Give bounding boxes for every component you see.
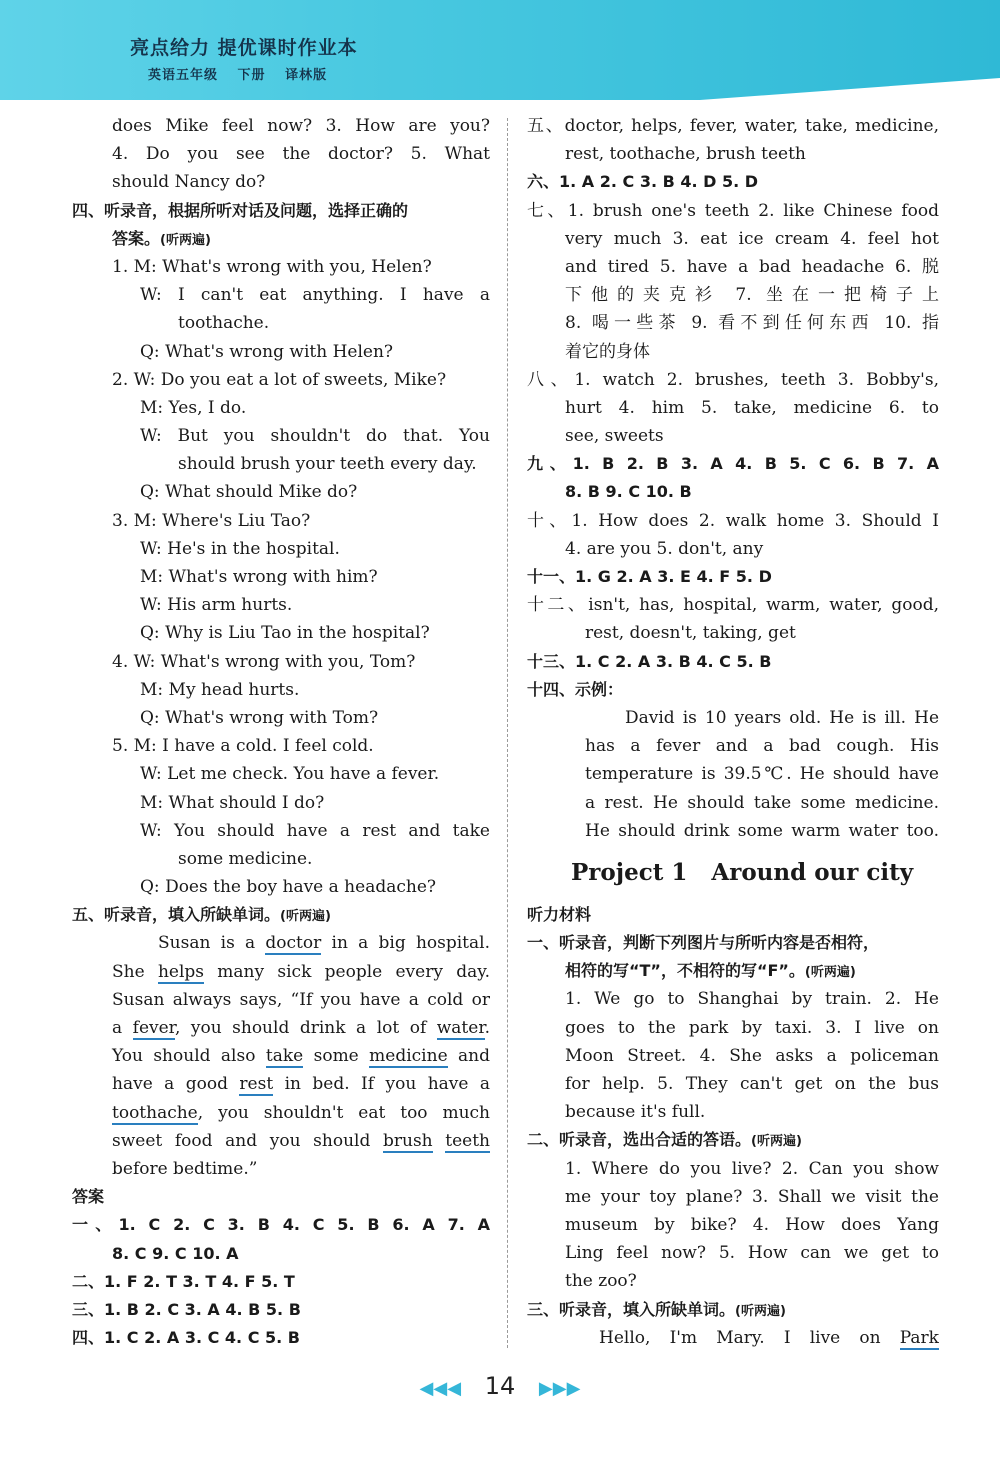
line-text: 1. Where do you live? 2. Can you show [565,1158,939,1179]
left-line [72,140,490,168]
book-title: 亮点给力 提优课时作业本 [130,37,358,59]
line-text: a rest. He should take some medicine. [585,792,939,813]
line-text: goes to the park by taxi. 3. I live on [565,1017,939,1038]
line-text: M: What's wrong with him? [140,567,378,587]
filled-blank: Park [899,1327,939,1348]
line-text: because it's full. [565,1102,706,1123]
right-line [527,1324,939,1352]
line-text: should brush your teeth every day. [178,454,477,475]
left-column [72,112,490,1352]
left-line [72,789,490,817]
project-number: Project 1 [571,858,688,886]
right-line [527,394,939,422]
right-line [527,1098,939,1126]
line-text: Q: Why is Liu Tao in the hospital? [140,623,430,644]
line-text: 8. B 9. C 10. B [565,482,692,502]
right-line [527,676,939,704]
line-text: 8. 喝一些茶 9. 看不到任何东西 10. 指 [565,313,939,334]
left-line [72,1099,490,1127]
left-line [72,1042,490,1070]
left-line [72,1070,490,1098]
left-line [72,197,490,225]
line-text: Hello, I'm Mary. I live on Park [599,1327,939,1348]
right-line [527,591,939,619]
next-arrows-icon: ▶▶▶ [538,1378,581,1399]
line-text: 4. W: What's wrong with you, Tom? [112,651,416,672]
left-line [72,732,490,760]
left-line [72,535,490,563]
line-text: 二、听录音，选出合适的答语。 [527,1130,752,1150]
line-text: rest, doesn't, taking, get [585,623,796,644]
right-line [527,648,939,676]
left-line [72,648,490,676]
right-line [527,112,939,140]
left-line [72,394,490,422]
line-text: 4. Do you see the doctor? 5. What [112,144,490,165]
line-text: for help. 5. They can't get on the bus [565,1074,939,1094]
line-text: and tired 5. have a bad headache 6. 脱 [565,256,939,277]
filled-blank: doctor [265,933,322,954]
right-line [527,929,939,957]
line-text: 十一、1. G 2. A 3. E 4. F 5. D [527,567,772,586]
right-line [527,1014,939,1042]
right-line [527,366,939,394]
right-line [527,563,939,591]
left-line [72,817,490,845]
line-text: museum by bike? 4. How does Yang [565,1214,939,1235]
right-line [527,197,939,225]
left-line [72,1296,490,1324]
line-text: 相符的写“T”，不相符的写“F”。 [565,961,805,981]
right-line [527,1183,939,1211]
line-text: She helps many sick people every day. [112,961,490,982]
right-line [527,1070,939,1098]
left-line [72,1324,490,1352]
left-line [72,422,490,450]
right-line [527,1267,939,1295]
line-text: toothache. [178,313,270,334]
right-line [527,507,939,535]
right-line [527,817,939,845]
filled-blank: brush [382,1130,433,1151]
line-text: 答案 [72,1187,105,1207]
line-text: 听力材料 [527,904,592,924]
line-text: 3. M: Where's Liu Tao? [112,510,311,531]
left-line [72,1155,490,1183]
line-text: W: He's in the hospital. [140,538,340,559]
column-divider [507,118,508,1348]
line-text: 五、doctor, helps, fever, water, take, medicine, [527,116,939,136]
line-text: Q: Does the boy have a headache? [140,877,436,898]
line-text: M: What should I do? [140,792,325,813]
left-line [72,676,490,704]
line-text: You should also take some medicine and [112,1046,490,1067]
right-line [527,1239,939,1267]
left-line [72,338,490,366]
book-subtitle [148,64,341,83]
left-line [72,760,490,788]
left-line [72,986,490,1014]
line-text: 1. M: What's wrong with you, Helen? [112,256,432,277]
left-line [72,225,490,253]
line-text: 下他的夹克衫 7. 坐在一把椅子上 [565,285,939,306]
right-line [527,985,939,1013]
line-text: David is 10 years old. He is ill. He [625,707,939,728]
left-line [72,450,490,478]
line-text: 5. M: I have a cold. I feel cold. [112,736,374,757]
right-line [527,1296,939,1324]
line-text: 2. W: Do you eat a lot of sweets, Mike? [112,369,447,390]
listen-twice-note: (听两遍) [735,1303,786,1319]
left-line [72,168,490,196]
right-line [527,789,939,817]
left-line [72,366,490,394]
left-line [72,958,490,986]
right-line [527,281,939,309]
grade-label: 英语五年级 [148,68,219,83]
line-text: has a fever and a bad cough. His [585,736,939,757]
right-line [527,450,939,478]
line-text: see, sweets [565,426,664,447]
right-line [527,535,939,563]
left-line [72,873,490,901]
filled-blank: medicine [369,1046,448,1067]
prev-arrows-icon: ◀◀◀ [419,1378,462,1399]
right-line [527,338,939,366]
left-line [72,929,490,957]
line-text: 着它的身体 [565,341,650,362]
project-title: Around our city [711,858,914,886]
line-text: 一、听录音，判断下列图片与所听内容是否相符， [527,933,880,953]
listen-twice-note: (听两遍) [160,232,211,248]
right-column [527,112,939,1352]
line-text: 二、1. F 2. T 3. T 4. F 5. T [72,1271,295,1291]
line-text: very much 3. eat ice cream 4. feel hot [565,228,939,249]
left-line [72,253,490,281]
right-line [527,225,939,253]
line-text: temperature is 39.5℃. He should have [585,764,939,785]
line-text: before bedtime.” [112,1158,258,1179]
right-line [527,760,939,788]
line-text: W: His arm hurts. [140,595,293,616]
line-text: 1. We go to Shanghai by train. 2. He [565,989,939,1010]
left-line [72,281,490,309]
left-line [72,1127,490,1155]
left-line [72,1211,490,1239]
right-line [527,253,939,281]
line-text: 四、1. C 2. A 3. C 4. C 5. B [72,1328,300,1348]
line-text: have a good rest in bed. If you have a [112,1074,490,1095]
right-line [527,478,939,506]
right-line [527,309,939,337]
right-line [527,1126,939,1154]
line-text: 8. C 9. C 10. A [112,1243,239,1263]
page-footer [0,1372,1000,1400]
page-number: 14 [484,1372,516,1400]
line-text: Susan always says, “If you have a cold or [112,989,490,1010]
right-line [527,168,939,196]
right-line [527,1042,939,1070]
line-text: Q: What should Mike do? [140,482,358,503]
line-text: sweet food and you should brush teeth [112,1130,490,1151]
left-line [72,478,490,506]
left-line [72,901,490,929]
left-line [72,1240,490,1268]
listen-twice-note: (听两遍) [804,965,856,981]
line-text: 九、1. B 2. B 3. A 4. B 5. C 6. B 7. A [527,454,939,474]
line-text: rest, toothache, brush teeth [565,144,806,165]
filled-blank: fever [132,1018,175,1038]
line-text: 六、1. A 2. C 3. B 4. D 5. D [527,172,759,192]
filled-blank: toothache [112,1102,198,1123]
line-text: 十、1. How does 2. walk home 3. Should I [527,510,939,531]
filled-blank: rest [239,1074,274,1095]
edition-label: 译林版 [285,68,328,83]
left-line [72,619,490,647]
line-text: me your toy plane? 3. Shall we visit the [565,1186,939,1207]
left-line [72,591,490,619]
line-text: W: You should have a rest and take [140,820,490,841]
line-text: Susan is a doctor in a big hospital. [158,933,490,954]
line-text: 十二、isn't, has, hospital, warm, water, good, [527,595,939,616]
left-line [72,309,490,337]
left-line [72,704,490,732]
filled-blank: teeth [445,1130,490,1151]
left-line [72,1268,490,1296]
right-line [527,1211,939,1239]
line-text: 四、听录音，根据所听对话及问题，选择正确的 [72,200,409,220]
line-text: 4. are you 5. don't, any [565,538,764,559]
right-line [527,422,939,450]
listen-twice-note: (听两遍) [280,909,331,925]
line-text: 十三、1. C 2. A 3. B 4. C 5. B [527,651,772,671]
right-line [527,732,939,760]
line-text: the zoo? [565,1271,637,1292]
left-line [72,845,490,873]
line-text: does Mike feel now? 3. How are you? [112,116,490,136]
listen-twice-note: (听两遍) [751,1134,802,1150]
line-text: should Nancy do? [112,172,266,193]
line-text: Ling feel now? 5. How can we get to [565,1243,939,1264]
filled-blank: helps [157,961,205,982]
line-text: Q: What's wrong with Helen? [140,341,394,362]
left-line [72,112,490,140]
right-line [527,704,939,732]
line-text: a fever, you should drink a lot of water. [112,1018,490,1038]
right-line [527,619,939,647]
line-text: M: Yes, I do. [140,397,247,418]
line-text: some medicine. [178,848,313,869]
line-text: 八、1. watch 2. brushes, teeth 3. Bobby's, [527,369,939,390]
line-text: 三、1. B 2. C 3. A 4. B 5. B [72,1299,301,1319]
volume-label: 下册 [237,68,266,83]
line-text: 答案。 [112,228,161,248]
right-line [527,1155,939,1183]
filled-blank: take [265,1046,304,1067]
line-text: toothache, you shouldn't eat too much [112,1102,490,1123]
line-text: W: I can't eat anything. I have a [140,285,490,306]
left-line [72,563,490,591]
line-text: 五、听录音，填入所缺单词。 [72,905,281,925]
line-text: W: Let me check. You have a fever. [140,764,440,785]
line-text: He should drink some warm water too. [585,820,939,841]
right-line [527,901,939,929]
line-text: hurt 4. him 5. take, medicine 6. to [565,397,939,418]
line-text: 一、1. C 2. C 3. B 4. C 5. B 6. A 7. A [72,1215,490,1235]
left-line [72,1014,490,1042]
line-text: W: But you shouldn't do that. You [140,426,490,447]
line-text: Moon Street. 4. She asks a policeman [565,1045,939,1066]
right-line [527,957,939,985]
line-text: M: My head hurts. [140,679,300,700]
line-text: Q: What's wrong with Tom? [140,707,379,728]
line-text: 三、听录音，填入所缺单词。 [527,1299,736,1319]
right-line [527,140,939,168]
left-line [72,1183,490,1211]
project-heading [527,845,939,901]
filled-blank: water [436,1018,485,1038]
line-text: 七、1. brush one's teeth 2. like Chinese food [527,200,939,221]
line-text: 十四、示例： [527,679,624,699]
left-line [72,507,490,535]
